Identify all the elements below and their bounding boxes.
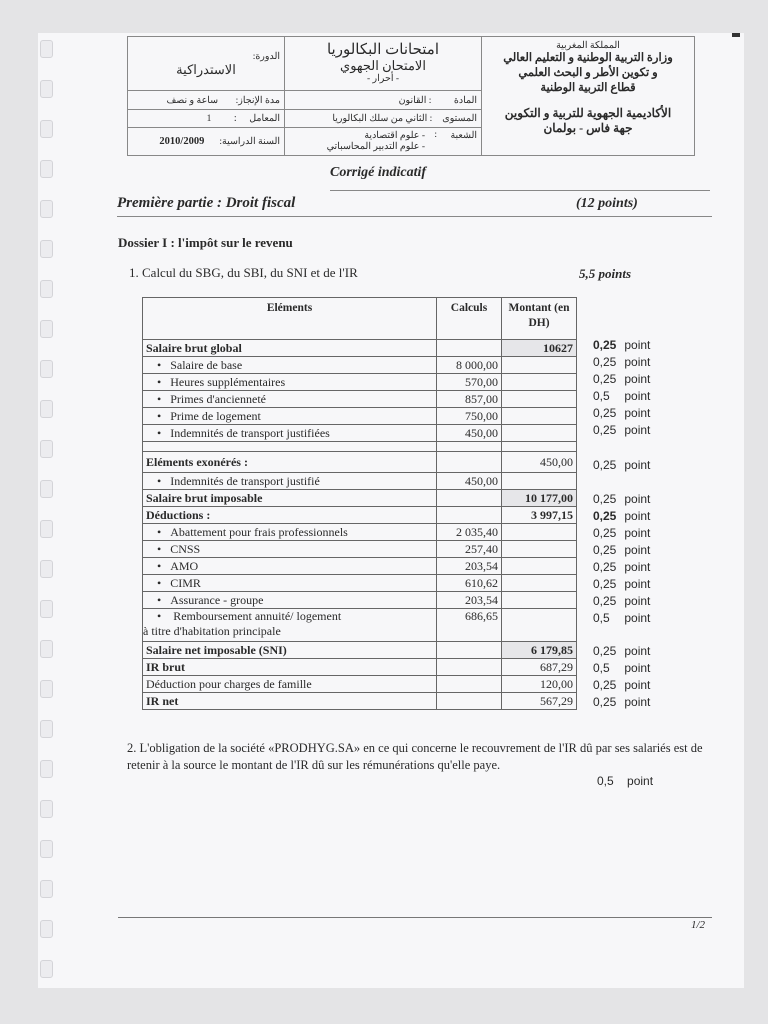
row-amount xyxy=(502,541,577,558)
row-label: • Indemnités de transport justifiées xyxy=(143,425,437,442)
row-points: 0,25 point xyxy=(593,338,651,352)
row-calc xyxy=(437,507,502,524)
level-cell xyxy=(285,109,482,127)
row-amount xyxy=(502,357,577,374)
binder-hole xyxy=(40,360,53,378)
part-title: Première partie : Droit fiscal xyxy=(117,195,296,211)
row-amount: 567,29 xyxy=(502,693,577,710)
row-label: • Assurance - groupe xyxy=(143,592,437,609)
row-label: • Primes d'ancienneté xyxy=(143,391,437,408)
binder-hole xyxy=(40,120,53,138)
row-amount: 6 179,85 xyxy=(502,642,577,659)
row-calc xyxy=(437,642,502,659)
coefficient-value: 1 xyxy=(206,113,212,124)
binder-hole xyxy=(40,960,53,978)
row-calc xyxy=(437,490,502,507)
part-rule xyxy=(117,216,712,217)
exam-header xyxy=(127,36,695,156)
table-row xyxy=(143,452,577,473)
row-calc xyxy=(437,676,502,693)
row-label: IR brut xyxy=(143,659,437,676)
row-points: 0,25 point xyxy=(593,406,651,420)
row-points: 0,25 point xyxy=(593,423,651,437)
binder-hole xyxy=(40,320,53,338)
row-calc: 8 000,00 xyxy=(437,357,502,374)
row-points: 0,25 point xyxy=(593,594,651,608)
question-2-points: 0,5 point xyxy=(597,774,654,788)
table-row xyxy=(143,374,577,391)
stream-label: الشعبة xyxy=(450,131,477,142)
binder-hole xyxy=(40,40,53,58)
table-header-row xyxy=(143,298,577,340)
binder-hole xyxy=(40,720,53,738)
row-amount xyxy=(502,391,577,408)
row-calc: 257,40 xyxy=(437,541,502,558)
binder-hole xyxy=(40,680,53,698)
question-2-text: 2. L'obligation de la société «PRODHYG.SA» en ce qui concerne le recouvrement de l'IR dû par ses salariés est de retenir à la source le montant de l'IR dû sur les rémunérations qu'elle paye. xyxy=(127,741,703,772)
row-label: Salaire brut imposable xyxy=(143,490,437,507)
row-points: 0,25 point xyxy=(593,526,651,540)
table-row xyxy=(143,408,577,425)
row-label: IR net xyxy=(143,693,437,710)
question-1-text: 1. Calcul du SBG, du SBI, du SNI et de l'IR xyxy=(129,265,358,280)
row-label: • CNSS xyxy=(143,541,437,558)
row-calc xyxy=(437,659,502,676)
dossier-heading: Dossier I : l'impôt sur le revenu xyxy=(118,235,293,250)
binder-hole xyxy=(40,440,53,458)
footer-rule xyxy=(118,917,712,918)
table-row xyxy=(143,659,577,676)
row-label: • Prime de logement xyxy=(143,408,437,425)
binder-hole xyxy=(40,640,53,658)
binder-hole xyxy=(40,160,53,178)
academy-line2: جهة فاس - بولمان xyxy=(543,121,633,135)
table-row xyxy=(143,575,577,592)
subject-label: المادة xyxy=(453,95,477,106)
row-label: • AMO xyxy=(143,558,437,575)
table-row xyxy=(143,676,577,693)
school-year-label: السنة الدراسية: xyxy=(219,136,280,147)
row-label-multiline xyxy=(143,609,437,642)
duration-label: مدة الإنجاز: xyxy=(235,95,280,106)
exam-title: امتحانات البكالوريا xyxy=(326,42,440,59)
binder-hole xyxy=(40,800,53,818)
row-label: • Abattement pour frais professionnels xyxy=(143,524,437,541)
subject-cell xyxy=(285,91,482,109)
table-row xyxy=(143,642,577,659)
row-calc xyxy=(437,340,502,357)
row-amount: 3 997,15 xyxy=(502,507,577,524)
part-points: (12 points) xyxy=(576,196,638,211)
coefficient-cell: المعامل : 1 xyxy=(128,109,285,127)
row-label: Salaire net imposable (SNI) xyxy=(143,642,437,659)
row-points: 0,25 point xyxy=(593,492,651,506)
header-elements: Eléments xyxy=(143,298,437,340)
row-calc: 686,65 xyxy=(437,609,502,642)
table-row xyxy=(143,693,577,710)
row-amount: 120,00 xyxy=(502,676,577,693)
school-year-value: 2010/2009 xyxy=(159,135,205,147)
row-label: Déductions : xyxy=(143,507,437,524)
stream-value-1: - علوم اقتصادية xyxy=(364,131,425,142)
binder-hole xyxy=(40,760,53,778)
exam-subtitle: الامتحان الجهوي xyxy=(340,58,426,74)
row-label: • CIMR xyxy=(143,575,437,592)
duration-cell xyxy=(128,91,285,109)
table-row xyxy=(143,558,577,575)
row-amount xyxy=(502,524,577,541)
duration-value: ساعة و نصف xyxy=(166,95,219,106)
row-points: 0,5 point xyxy=(593,389,651,403)
ministry-line2: و تكوين الأطر و البحث العلمي xyxy=(518,67,658,79)
row-amount xyxy=(502,425,577,442)
row-calc: 610,62 xyxy=(437,575,502,592)
row-label: • Salaire de base xyxy=(143,357,437,374)
row-points: 0,25 point xyxy=(593,560,651,574)
row-label: Eléments exonérés : xyxy=(143,452,437,473)
row-points: 0,25 point xyxy=(593,678,651,692)
stream-value-2: - علوم التدبير المحاسباتي xyxy=(326,142,425,153)
table-row xyxy=(143,592,577,609)
row-calc: 203,54 xyxy=(437,558,502,575)
row-amount: 687,29 xyxy=(502,659,577,676)
row-points: 0,25 point xyxy=(593,644,651,658)
row-points: 0,25 point xyxy=(593,509,651,523)
row-amount xyxy=(502,408,577,425)
table-row xyxy=(143,609,577,642)
header-montant: Montant (en DH) xyxy=(502,298,577,340)
row-points: 0,5 point xyxy=(593,611,651,625)
binder-hole xyxy=(40,400,53,418)
table-row xyxy=(143,425,577,442)
session-value: الاستدراكية xyxy=(176,61,236,77)
binder-hole xyxy=(40,240,53,258)
binder-hole xyxy=(40,560,53,578)
binder-hole xyxy=(40,280,53,298)
row-calc: 450,00 xyxy=(437,425,502,442)
binder-hole xyxy=(40,520,53,538)
row-calc: 450,00 xyxy=(437,473,502,490)
subject-value: : القانون xyxy=(398,95,432,106)
coefficient-label: المعامل xyxy=(249,113,280,124)
table-row xyxy=(143,473,577,490)
stream-cell: الشعبة : - علوم اقتصادية - علوم التدبير المحاسباتي xyxy=(285,127,482,155)
table-row xyxy=(143,524,577,541)
table-row xyxy=(143,391,577,408)
binder-hole xyxy=(40,480,53,498)
row-amount xyxy=(502,374,577,391)
row-label: Remboursement annuité/ logement xyxy=(173,609,342,623)
institution-cell xyxy=(482,37,695,156)
row-points: 0,25 point xyxy=(593,543,651,557)
binder-hole xyxy=(40,880,53,898)
row-amount: 450,00 xyxy=(502,452,577,473)
binder-hole xyxy=(40,920,53,938)
exam-title-cell xyxy=(285,37,482,91)
row-amount xyxy=(502,609,577,642)
page-number: 1/2 xyxy=(691,919,706,931)
table-row xyxy=(143,541,577,558)
row-calc: 857,00 xyxy=(437,391,502,408)
row-amount xyxy=(502,473,577,490)
subtitle-rule xyxy=(330,190,710,191)
row-points: 0,25 point xyxy=(593,458,651,472)
row-calc: 750,00 xyxy=(437,408,502,425)
binder-holes xyxy=(40,40,54,985)
binder-hole xyxy=(40,600,53,618)
academy-line1: الأكاديمية الجهوية للتربية و التكوين xyxy=(504,106,672,120)
table-row xyxy=(143,490,577,507)
row-points: 0,25 point xyxy=(593,695,651,709)
exam-candidates: - أحرار - xyxy=(366,74,400,85)
row-amount: 10 177,00 xyxy=(502,490,577,507)
row-amount: 10627 xyxy=(502,340,577,357)
row-calc: 570,00 xyxy=(437,374,502,391)
level-label: المستوى xyxy=(442,113,477,124)
row-calc: 2 035,40 xyxy=(437,524,502,541)
row-label: Salaire brut global xyxy=(143,340,437,357)
binder-hole xyxy=(40,200,53,218)
binder-hole xyxy=(40,840,53,858)
table-row xyxy=(143,340,577,357)
row-label-continued: à titre d'habitation principale xyxy=(143,624,281,638)
header-calculs: Calculs xyxy=(437,298,502,340)
row-label: • Heures supplémentaires xyxy=(143,374,437,391)
row-points: 0,25 point xyxy=(593,577,651,591)
session-cell xyxy=(128,37,285,91)
salary-calculation-table xyxy=(142,297,577,710)
row-amount xyxy=(502,558,577,575)
row-calc xyxy=(437,693,502,710)
scan-edge-mark xyxy=(732,33,740,37)
row-label: • Indemnités de transport justifié xyxy=(143,473,437,490)
school-year-cell xyxy=(128,127,285,155)
session-label: الدورة: xyxy=(252,51,280,62)
document-subtitle: Corrigé indicatif xyxy=(330,165,427,180)
row-points: 0,25 point xyxy=(593,355,651,369)
row-calc: 203,54 xyxy=(437,592,502,609)
table-row xyxy=(143,357,577,374)
binder-hole xyxy=(40,80,53,98)
row-amount xyxy=(502,592,577,609)
row-amount xyxy=(502,575,577,592)
row-calc xyxy=(437,452,502,473)
table-spacer-row xyxy=(143,442,577,452)
level-value: : الثاني من سلك البكالوريا xyxy=(332,113,433,124)
table-row xyxy=(143,507,577,524)
question-1-points: 5,5 points xyxy=(579,266,632,281)
ministry-line1: وزارة التربية الوطنية و التعليم العالي xyxy=(503,52,673,64)
kingdom-name: المملكة المغربية xyxy=(556,41,620,51)
row-points: 0,25 point xyxy=(593,372,651,386)
row-label: Déduction pour charges de famille xyxy=(143,676,437,693)
ministry-line3: قطاع التربية الوطنية xyxy=(540,82,636,94)
row-points: 0,5 point xyxy=(593,661,651,675)
